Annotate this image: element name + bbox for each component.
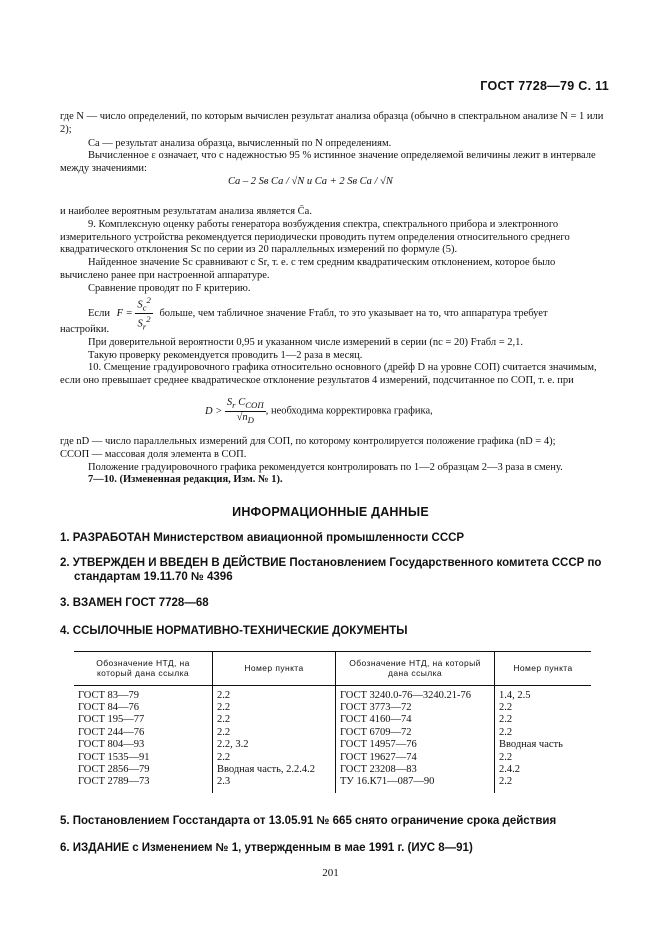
text-compare: больше, чем табличное значение Fтабл, то это указывает на то, что аппаратура требует: [159, 308, 548, 320]
table-cell: ГОСТ 244—76: [78, 726, 145, 738]
paragraph: 9. Комплексную оценку работы генератора возбуждения спектра, спектрального прибора и электронного измерительного устройства рекомендуется периодически проводить путем определения относительного среднего квадратического отклонения Sс по серии из 20 параллельных измерений по формуле (5).: [60, 218, 570, 256]
ref-table: [74, 651, 591, 793]
table-cell: 2.2: [213, 727, 336, 739]
paragraph: 7—10. (Измененная редакция, Изм. № 1).: [88, 474, 283, 486]
table-cell: ГОСТ 1535—91: [78, 751, 150, 763]
formula-interval: [228, 176, 393, 189]
formula-tail: , необходима корректировка графика,: [265, 405, 433, 417]
table-cell: 2.2: [213, 752, 336, 764]
table-cell: 2.2: [213, 685, 336, 702]
table-cell: ГОСТ 2856—79: [78, 763, 150, 775]
table-cell: 2.2: [495, 752, 592, 764]
paragraph: 10. Смещение градуировочного графика относительно основного (дрейф D на уровне СОП) считается значимым, если оно превышает среднее квадратическое отклонение результатов 4 измерений, подсчитанное по СОП, т. е. при: [60, 362, 597, 387]
page-number: 201: [322, 867, 339, 879]
page-header: ГОСТ 7728—79 С. 11: [480, 79, 609, 93]
col-header: Обозначение НТД, на который дана ссылка: [336, 652, 495, 686]
col-header: Номер пункта: [495, 652, 592, 686]
section-6: 6. ИЗДАНИЕ с Изменением № 1, утвержденным в мае 1991 г. (ИУС 8—91): [60, 842, 473, 854]
table-cell: ГОСТ 19627—74: [336, 752, 495, 764]
table-cell: 2.4.2: [495, 764, 592, 776]
body-text: [60, 436, 605, 487]
table-cell: ГОСТ 84—76: [78, 702, 140, 714]
body-text: [60, 206, 605, 296]
table-cell: ГОСТ 6709—72: [336, 727, 495, 739]
section-2-cont: стандартам 19.11.70 № 4396: [74, 571, 233, 583]
table-cell: ГОСТ 3773—72: [336, 702, 495, 714]
paragraph: Сравнение проводят по F критерию.: [88, 282, 251, 294]
table-cell: ГОСТ 3240.0-76—3240.21-76: [336, 685, 495, 702]
table-row: [74, 776, 591, 792]
table-cell: 2.3: [213, 776, 336, 792]
table-cell: 2.2: [495, 714, 592, 726]
table-cell: Вводная часть, 2.2.4.2: [213, 764, 336, 776]
table-cell: ГОСТ 804—93: [78, 739, 145, 751]
table-body: [74, 685, 591, 793]
section-3: 3. ВЗАМЕН ГОСТ 7728—68: [60, 597, 209, 609]
col-header: Обозначение НТД, на который дана ссылка: [74, 652, 213, 686]
paragraph: Такую проверку рекомендуется проводить 1—2 раза в месяц.: [88, 349, 363, 361]
table-row: [74, 714, 591, 726]
paragraph: Cа — результат анализа образца, вычисленный по N определениям.: [88, 137, 392, 149]
table-cell: 1.4, 2.5: [495, 685, 592, 702]
table-cell: ТУ 16.К71—087—90: [336, 776, 495, 792]
paragraph: и наиболее вероятным результатам анализа является C̄а.: [60, 206, 312, 217]
table-cell: ГОСТ 2789—73: [78, 776, 150, 788]
table-cell: Вводная часть: [495, 739, 592, 751]
formula-text: Cа – 2 Sв Cа / √N и Cа + 2 Sв Cа / √N: [228, 176, 393, 187]
table-row: [74, 702, 591, 714]
paragraph: CСОП — массовая доля элемента в СОП.: [60, 448, 247, 460]
table-cell: 2.2: [213, 702, 336, 714]
section-5: 5. Постановлением Госстандарта от 13.05.91 № 665 снято ограничение срока действия: [60, 815, 557, 827]
paragraph: Положение градуировочного графика рекомендуется контролировать по 1—2 образцам 2—3 раза в смену.: [88, 461, 563, 473]
text-if: Если: [88, 308, 110, 320]
paragraph: Найденное значение Sс сравнивают с Sr, т. е. с тем средним квадратическим отклонением, которое было вычислено ранее при настроенной аппаратуре.: [60, 257, 556, 281]
table-row: [74, 764, 591, 776]
section-2: 2. УТВЕРЖДЕН И ВВЕДЕН В ДЕЙСТВИЕ Постановлением Государственного комитета СССР по: [60, 557, 602, 569]
table-cell: 2.2: [495, 776, 592, 792]
table-cell: ГОСТ 23208—83: [336, 764, 495, 776]
paragraph: настройки.: [60, 324, 110, 335]
paragraph: где nD — число параллельных измерений для СОП, по которому контролируется положение графика (nD = 4);: [60, 436, 556, 447]
paragraph: где N — число определений, по которым вычислен результат анализа образца (обычно в спектральном анализе N = 1 или 2);: [60, 111, 604, 135]
section-4: 4. ССЫЛОЧНЫЕ НОРМАТИВНО-ТЕХНИЧЕСКИЕ ДОКУМЕНТЫ: [60, 625, 408, 637]
table-cell: ГОСТ 83—79: [78, 689, 140, 701]
table-row: [74, 727, 591, 739]
table-cell: 2.2: [495, 727, 592, 739]
section-1: 1. РАЗРАБОТАН Министерством авиационной промышленности СССР: [60, 532, 465, 544]
body-text: [60, 324, 605, 388]
table-cell: ГОСТ 14957—76: [336, 739, 495, 751]
table-cell: ГОСТ 4160—74: [336, 714, 495, 726]
paragraph: При доверительной вероятности 0,95 и указанном числе измерений в серии (nс = 20) Fтабл = 2,1.: [88, 336, 524, 348]
table-row: [74, 739, 591, 751]
formula-drift: D > $\frac{S_r C_{СОП}}{√n_D}$ , необходима корректировка графика,: [205, 397, 433, 425]
f-formula: F = $\frac{S_c^2}{S_r^2}$: [116, 295, 151, 332]
reference-table: [74, 651, 591, 793]
table-row: [74, 685, 591, 702]
table-cell: 2.2: [213, 714, 336, 726]
info-title: ИНФОРМАЦИОННЫЕ ДАННЫЕ: [232, 505, 429, 519]
table-cell: 2.2: [495, 702, 592, 714]
paragraph: Вычисленное ε означает, что с надежностью 95 % истинное значение определяемой величины лежит в интервале между значениями:: [60, 150, 596, 175]
table-row: [74, 752, 591, 764]
body-text: [60, 111, 605, 176]
col-header: Номер пункта: [213, 652, 336, 686]
table-cell: 2.2, 3.2: [213, 739, 336, 751]
table-cell: ГОСТ 195—77: [78, 714, 145, 726]
